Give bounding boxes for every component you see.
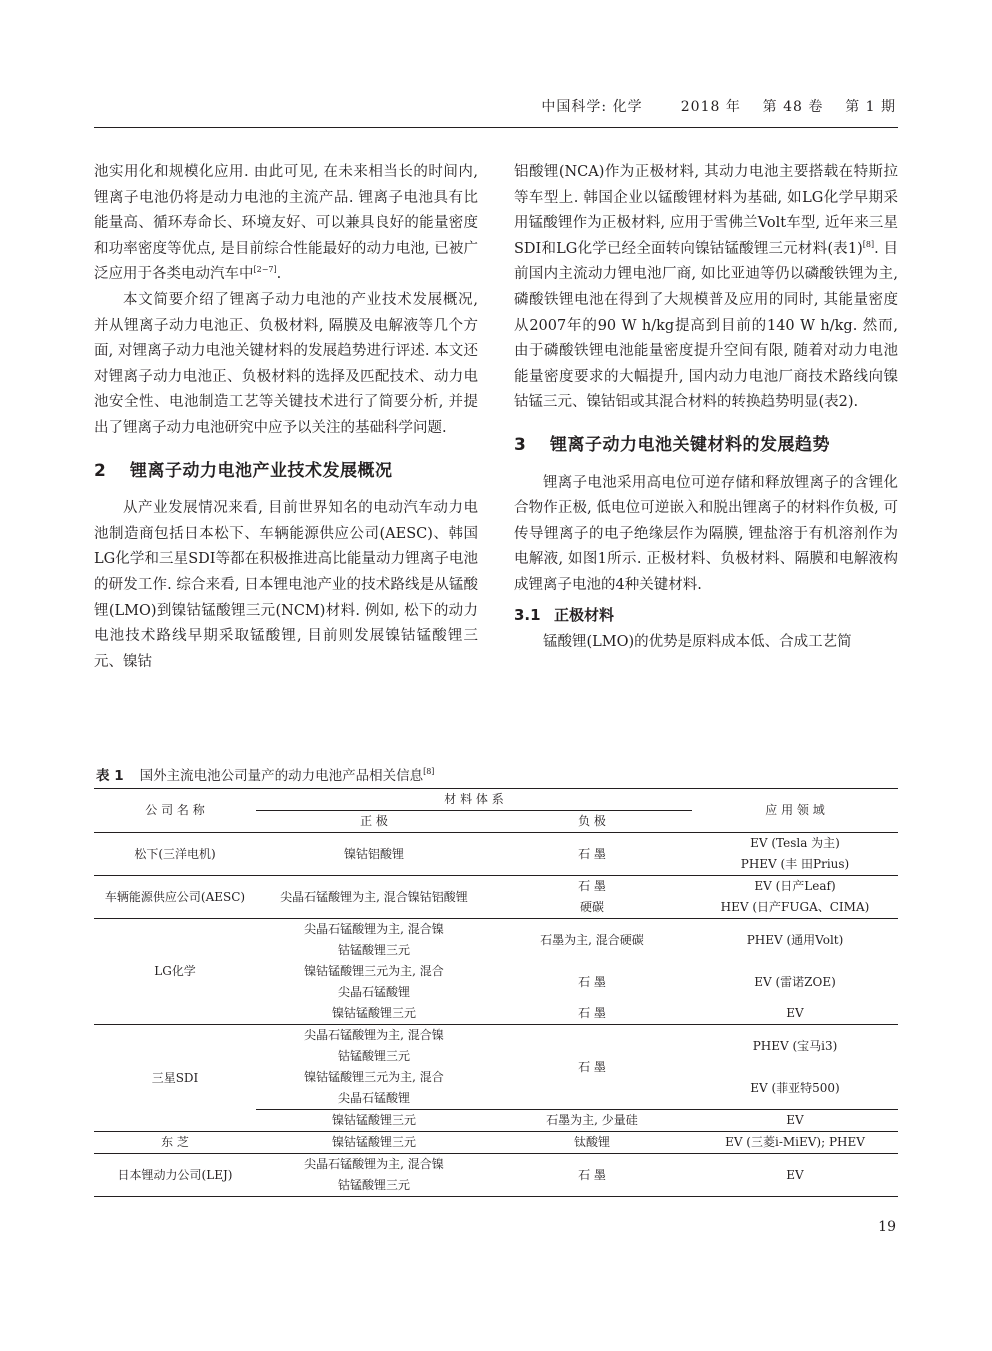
table-cell: EV (雷诺ZOE)	[754, 974, 836, 989]
table-cell: 尖晶石锰酸锂	[337, 985, 410, 999]
table-cell: 尖晶石锰酸锂为主, 混合镍	[256, 1154, 492, 1176]
table-row	[94, 876, 898, 898]
paragraph: 锰酸锂(LMO)的优势是原料成本低、合成工艺简	[543, 634, 852, 651]
paragraph: 铝酸锂(NCA)作为正极材料, 其动力电池主要搭载在特斯拉等车型上. 韩国企业以锰酸锂材料为基础, 如LG化学早期采用锰酸锂作为正极材料, 应用于雪佛兰Volt车型, 近年来三星SDI和LG化学已经全面转向镍钴锰酸锂三元材料(表1)[8]. 目前国内主流动力锂电池厂商, 如比亚迪等仍以磷酸铁锂为主, 磷酸铁锂电池在得到了大规模普及应用的同时, 其能量密度从2007年的90 W h/kg提高到目前的140 W h/kg. 然而, 由于磷酸铁锂电池能量密度提升空间有限, 随着对动力电池能量密度要求的大幅提升, 国内动力电池厂商技术路线向镍钴锰三元、镍钴铝或其混合材料的转换趋势明显(表2).	[514, 164, 899, 411]
header-company: 公 司 名 称	[94, 789, 256, 833]
table-row	[94, 919, 898, 941]
table-cell: PHEV (丰 田Prius)	[740, 857, 850, 871]
table-cell: 镍钴锰酸锂三元为主, 混合	[304, 1070, 444, 1084]
table-cell: 钴锰酸锂三元	[256, 1175, 492, 1197]
table-cell: HEV (日产FUGA、CIMA)	[720, 900, 870, 914]
table-cell: 镍钴锰酸锂三元	[256, 1110, 492, 1132]
table-cell: 硬碳	[579, 900, 604, 914]
table-cell: 石 墨	[578, 974, 606, 989]
table-cell: PHEV (通用Volt)	[692, 919, 898, 962]
table-cell: 镍钴锰酸锂三元	[331, 1006, 416, 1020]
table-cell: 东 芝	[94, 1132, 256, 1154]
journal-year: 2018 年	[680, 99, 741, 115]
citation: [8]	[423, 767, 435, 776]
paragraph: 锂离子电池采用高电位可逆存储和释放锂离子的含锂化合物作正极, 低电位可逆嵌入和脱出锂离子的材料作负极, 可传导锂离子的电子绝缘层作为隔膜, 锂盐溶于有机溶剂作为电解液, 如图1所示. 正极材料、负极材料、隔膜和电解液构成锂离子电池的4种关键材料.	[514, 474, 898, 593]
table-row	[94, 1025, 898, 1047]
paragraph: 本文简要介绍了锂离子动力电池的产业技术发展概况, 并从锂离子动力电池正、负极材料, 隔膜及电解液等几个方面, 对锂离子动力电池关键材料的发展趋势进行评述. 本文还对锂离子动力电池正、负极材料的选择及匹配技术、动力电池安全性、电池制造工艺等关键技术进行了简要分析, 并提出了锂离子动力电池研究中应予以关注的基础科学问题.	[94, 291, 478, 436]
table-row	[94, 1154, 898, 1176]
journal-volume: 第 48 卷	[762, 99, 824, 115]
table-cell: 镍钴铝酸锂	[256, 833, 492, 876]
table-header-row	[94, 789, 898, 811]
header-cathode: 正 极	[360, 814, 388, 828]
table-cell: 松下(三洋电机)	[94, 833, 256, 876]
table-cell: 镍钴锰酸锂三元	[256, 1132, 492, 1154]
header-anode: 负 极	[578, 814, 606, 828]
table-cell: 石 墨	[578, 1006, 606, 1020]
left-column	[94, 160, 478, 675]
table-cell: EV	[692, 1154, 898, 1197]
paragraph: 池实用化和规模化应用. 由此可见, 在未来相当长的时间内, 锂离子电池仍将是动力电池的主流产品. 锂离子电池具有比能量高、循环寿命长、环境友好、可以兼具良好的能量密度和功率密度等优点, 是目前综合性能最好的动力电池, 已被广泛应用于各类电动汽车中[2−7].	[94, 164, 478, 283]
table-cell: PHEV (宝马i3)	[692, 1025, 898, 1068]
table-cell: 日本锂动力公司(LEJ)	[94, 1154, 256, 1197]
section-heading-3: 3 锂离子动力电池关键材料的发展趋势	[514, 434, 830, 455]
citation: [2−7]	[253, 265, 277, 275]
table-cell: 钛酸锂	[492, 1132, 692, 1154]
table-cell: EV	[786, 1006, 804, 1020]
section-heading-2: 2 锂离子动力电池产业技术发展概况	[94, 460, 393, 481]
paragraph: 从产业发展情况来看, 目前世界知名的电动汽车动力电池制造商包括日本松下、车辆能源供应公司(AESC)、韩国LG化学和三星SDI等都在积极推进高比能量动力锂离子电池的研发工作. 综合来看, 日本锂电池产业的技术路线是从锰酸锂(LMO)到镍钴锰酸锂三元(NCM)材料. 例如, 松下的动力电池技术路线早期采取锰酸锂, 目前则发展镍钴锰酸锂三元、镍钴	[94, 500, 478, 670]
table-cell: EV (日产Leaf)	[692, 876, 898, 898]
table-cell: 尖晶石锰酸锂为主, 混合镍钴铝酸锂	[256, 876, 492, 919]
header-rule	[94, 127, 898, 128]
table-cell: 尖晶石锰酸锂为主, 混合镍	[256, 1025, 492, 1047]
table-cell: LG化学	[94, 919, 256, 1025]
header-material: 材 料 体 系	[256, 789, 692, 811]
running-header	[541, 96, 896, 116]
table-cell: 石 墨	[492, 1025, 692, 1110]
table-label: 表 1	[96, 768, 124, 784]
battery-product-table	[94, 788, 898, 1197]
table-cell: 石墨为主, 混合硬碳	[492, 919, 692, 962]
right-column	[514, 160, 898, 656]
table-cell: 钴锰酸锂三元	[337, 1049, 410, 1063]
subsection-heading-3-1: 3.1 正极材料	[514, 605, 615, 624]
table-cell: 石 墨	[492, 876, 692, 898]
table-cell: EV (三菱i-MiEV); PHEV	[692, 1132, 898, 1154]
header-application: 应 用 领 域	[692, 789, 898, 833]
table-cell: 尖晶石锰酸锂为主, 混合镍	[256, 919, 492, 941]
table-row	[94, 833, 898, 855]
table-cell: EV (Tesla 为主)	[692, 833, 898, 855]
journal-name: 中国科学: 化学	[541, 99, 643, 115]
table-cell: 三星SDI	[94, 1025, 256, 1132]
page-number: 19	[878, 1219, 896, 1235]
table-cell: 石 墨	[492, 833, 692, 876]
table-cell: EV (菲亚特500)	[750, 1080, 840, 1095]
table-cell: 车辆能源供应公司(AESC)	[94, 876, 256, 919]
table-cell: 石墨为主, 少量硅	[492, 1110, 692, 1132]
table-cell: 钴锰酸锂三元	[337, 943, 410, 957]
table-cell: 尖晶石锰酸锂	[337, 1091, 410, 1105]
citation: [8]	[862, 239, 875, 249]
table-cell: 石 墨	[492, 1154, 692, 1197]
table-row	[94, 1132, 898, 1154]
journal-issue: 第 1 期	[845, 99, 896, 115]
table-caption: 表 1 国外主流电池公司量产的动力电池产品相关信息[8]	[96, 767, 435, 784]
table-cell: 镍钴锰酸锂三元为主, 混合	[304, 964, 444, 978]
table-cell: EV	[692, 1110, 898, 1132]
